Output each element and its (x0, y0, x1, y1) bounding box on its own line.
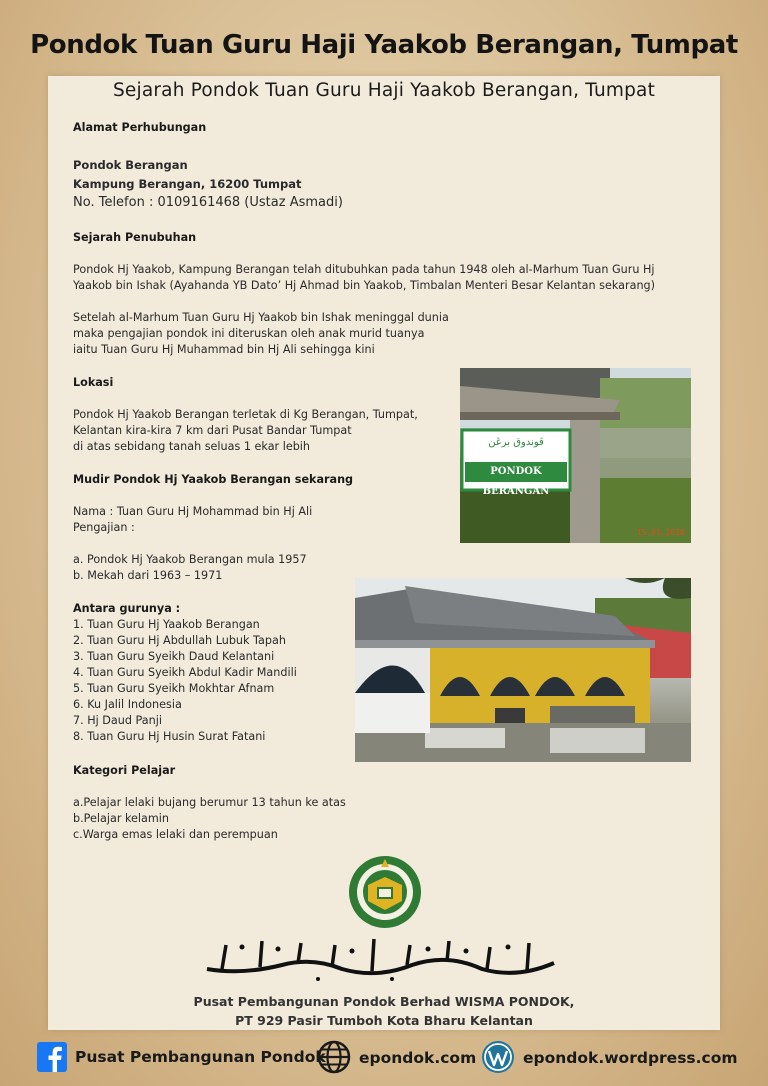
facebook-icon (37, 1042, 67, 1072)
logo-emblem-icon (348, 855, 422, 929)
teachers-list (73, 617, 297, 745)
history-heading: Sejarah Penubuhan (73, 231, 197, 244)
mudir-study-label: Pengajian : (73, 521, 135, 534)
teacher-item: 4. Tuan Guru Syeikh Abdul Kadir Mandili (73, 666, 297, 679)
mudir-study-item: a. Pondok Hj Yaakob Berangan mula 1957 (73, 553, 307, 566)
footer-org-line1: Pusat Pembangunan Pondok Berhad WISMA PONDOK, (193, 994, 575, 1009)
teacher-item: 5. Tuan Guru Syeikh Mokhtar Afnam (73, 682, 275, 695)
students-list (73, 795, 346, 843)
wordpress-label: epondok.wordpress.com (523, 1049, 738, 1067)
history-para2-line3: iaitu Tuan Guru Hj Muhammad bin Hj Ali sehingga kini (73, 343, 375, 356)
teacher-item: 1. Tuan Guru Hj Yaakob Berangan (73, 618, 260, 631)
teacher-item: 6. Ku Jalil Indonesia (73, 698, 182, 711)
location-heading: Lokasi (73, 376, 114, 389)
mudir-heading: Mudir Pondok Hj Yaakob Berangan sekarang (73, 473, 354, 486)
jawi-calligraphy-art (202, 935, 560, 981)
website-link[interactable] (317, 1042, 476, 1074)
location-line1: Pondok Hj Yaakob Berangan terletak di Kg Berangan, Tumpat, (73, 408, 418, 421)
contact-name: Pondok Berangan (73, 158, 188, 172)
social-links-bar (0, 1038, 768, 1078)
signboard-photo (460, 368, 691, 543)
students-heading: Kategori Pelajar (73, 764, 176, 777)
location-line2: Kelantan kira-kira 7 km dari Pusat Bandar Tumpat (73, 424, 352, 437)
wordpress-link[interactable] (481, 1042, 738, 1074)
footer-org-line2: PT 929 Pasir Tumboh Kota Bharu Kelantan (235, 1013, 533, 1028)
building-photo (355, 578, 691, 762)
globe-icon (317, 1040, 351, 1074)
website-label: epondok.com (359, 1049, 477, 1067)
contact-phone: No. Telefon : 0109161468 (Ustaz Asmadi) (73, 195, 343, 210)
page-title: Pondok Tuan Guru Haji Yaakob Berangan, Tumpat (30, 30, 738, 60)
sign-text: PONDOK BERANGAN (465, 462, 567, 482)
teachers-heading: Antara gurunya : (73, 602, 181, 615)
signboard-photo-art (460, 368, 691, 543)
facebook-link[interactable] (37, 1042, 326, 1072)
wordpress-icon (481, 1040, 515, 1074)
teacher-item: 2. Tuan Guru Hj Abdullah Lubuk Tapah (73, 634, 286, 647)
student-category-item: c.Warga emas lelaki dan perempuan (73, 828, 278, 841)
contact-heading: Alamat Perhubungan (73, 121, 207, 134)
building-photo-art (355, 578, 691, 762)
history-para1-line2: Yaakob bin Ishak (Ayahanda YB Dato’ Hj Ahmad bin Yaakob, Timbalan Menteri Besar Kelantan sekarang) (73, 279, 656, 292)
location-line3: di atas sebidang tanah seluas 1 ekar lebih (73, 440, 311, 453)
history-para2-line2: maka pengajian pondok ini diteruskan oleh anak murid tuanya (73, 327, 425, 340)
teacher-item: 8. Tuan Guru Hj Husin Surat Fatani (73, 730, 266, 743)
facebook-label: Pusat Pembangunan Pondok (75, 1048, 326, 1066)
page-subtitle: Sejarah Pondok Tuan Guru Haji Yaakob Berangan, Tumpat (112, 80, 656, 101)
teacher-item: 3. Tuan Guru Syeikh Daud Kelantani (73, 650, 275, 663)
student-category-item: a.Pelajar lelaki bujang berumur 13 tahun ke atas (73, 796, 346, 809)
photo-timestamp: 15.01.2010 (636, 528, 685, 537)
history-para2-line1: Setelah al-Marhum Tuan Guru Hj Yaakob bin Ishak meninggal dunia (73, 311, 449, 324)
pusat-pembangunan-pondok-logo (348, 855, 422, 929)
history-para1-line1: Pondok Hj Yaakob, Kampung Berangan telah ditubuhkan pada tahun 1948 oleh al-Marhum Tuan Guru Hj (73, 263, 655, 276)
contact-address: Kampung Berangan, 16200 Tumpat (73, 177, 302, 191)
mudir-study-item: b. Mekah dari 1963 – 1971 (73, 569, 223, 582)
sign-arabic: ڤوندوق برڠن (488, 437, 544, 448)
jawi-calligraphy (202, 935, 560, 981)
teacher-item: 7. Hj Daud Panji (73, 714, 162, 727)
student-category-item: b.Pelajar kelamin (73, 812, 169, 825)
mudir-name: Nama : Tuan Guru Hj Mohammad bin Hj Ali (73, 505, 313, 518)
